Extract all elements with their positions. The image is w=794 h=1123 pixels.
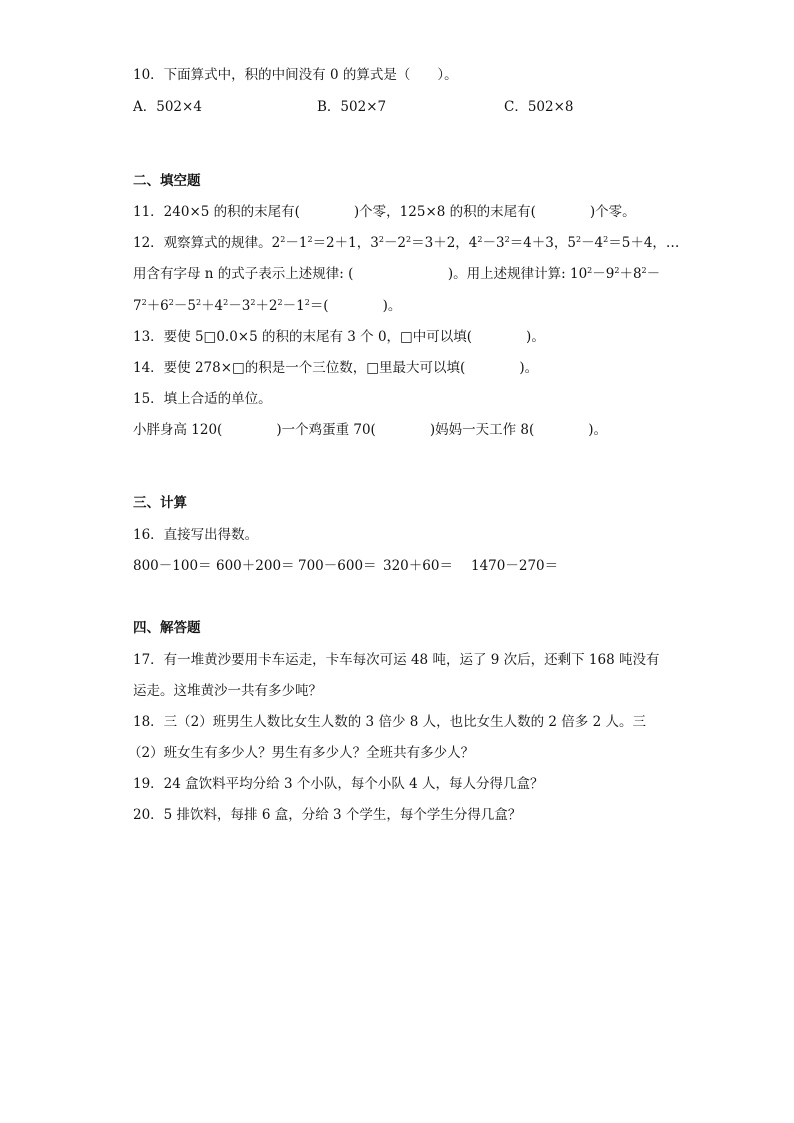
question-17-line-1: 17．有一堆黄沙要用卡车运走，卡车每次可运 48 吨，运了 9 次后，还剩下 168 吨没有 (133, 652, 660, 668)
question-16-items (133, 557, 653, 575)
calc-item-4: 320＋60＝ (383, 558, 453, 574)
question-11: 11．240×5 的积的末尾有( )个零，125×8 的积的末尾有( )个零。 (133, 204, 636, 220)
section-heading-word-problems: 四、解答题 (133, 620, 201, 636)
calc-item-1: 800－100＝ (133, 558, 212, 574)
question-18-line-1: 18．三（2）班男生人数比女生人数的 3 倍少 8 人，也比女生人数的 2 倍多 2 人。三 (133, 714, 646, 730)
question-20: 20．5 排饮料，每排 6 盒，分给 3 个学生，每个学生分得几盒？ (133, 807, 522, 823)
option-b: B．502×7 (317, 99, 387, 115)
section-heading-calculation: 三、计算 (133, 495, 187, 511)
question-10-stem: 10．下面算式中，积的中间没有 0 的算式是（ ）。 (133, 67, 458, 83)
question-18-line-2: （2）班女生有多少人？男生有多少人？全班共有多少人？ (128, 745, 475, 761)
question-12-line-1: 12．观察算式的规律。$2^2-1^2=2+1$，$3^2-2^2=3+2$，$4^2-3^2=4+3$，$5^2-4^2=5+4$，… (133, 235, 680, 251)
question-12-line-2: 用含有字母 n 的式子表示上述规律: ( )。用上述规律计算: $10^2-9^2+8^2-$ (133, 266, 661, 282)
question-15-stem: 15．填上合适的单位。 (133, 391, 272, 407)
question-14: 14．要使 278×□的积是一个三位数，□里最大可以填( )。 (133, 360, 539, 376)
calc-item-3: 700－600＝ (298, 558, 377, 574)
question-12-line-3: $7^2+6^2-5^2+4^2-3^2+2^2-1^2=$( )。 (133, 298, 402, 314)
question-15-line: 小胖身高 120( )一个鸡蛋重 70( )妈妈一天工作 8( )。 (133, 422, 608, 438)
section-heading-fill-in: 二、填空题 (133, 173, 201, 189)
question-17-line-2: 运走。这堆黄沙一共有多少吨？ (133, 683, 322, 699)
calc-item-2: 600＋200＝ (216, 558, 295, 574)
question-19: 19．24 盒饮料平均分给 3 个小队，每个小队 4 人，每人分得几盒？ (133, 776, 544, 792)
option-a: A．502×4 (133, 99, 202, 115)
option-c: C．502×8 (504, 99, 574, 115)
question-10-options (133, 98, 653, 116)
calc-item-5: 1470－270＝ (471, 558, 559, 574)
question-13: 13．要使 5□0.0×5 的积的末尾有 3 个 0，□中可以填( )。 (133, 329, 545, 345)
question-16-stem: 16．直接写出得数。 (133, 527, 259, 543)
